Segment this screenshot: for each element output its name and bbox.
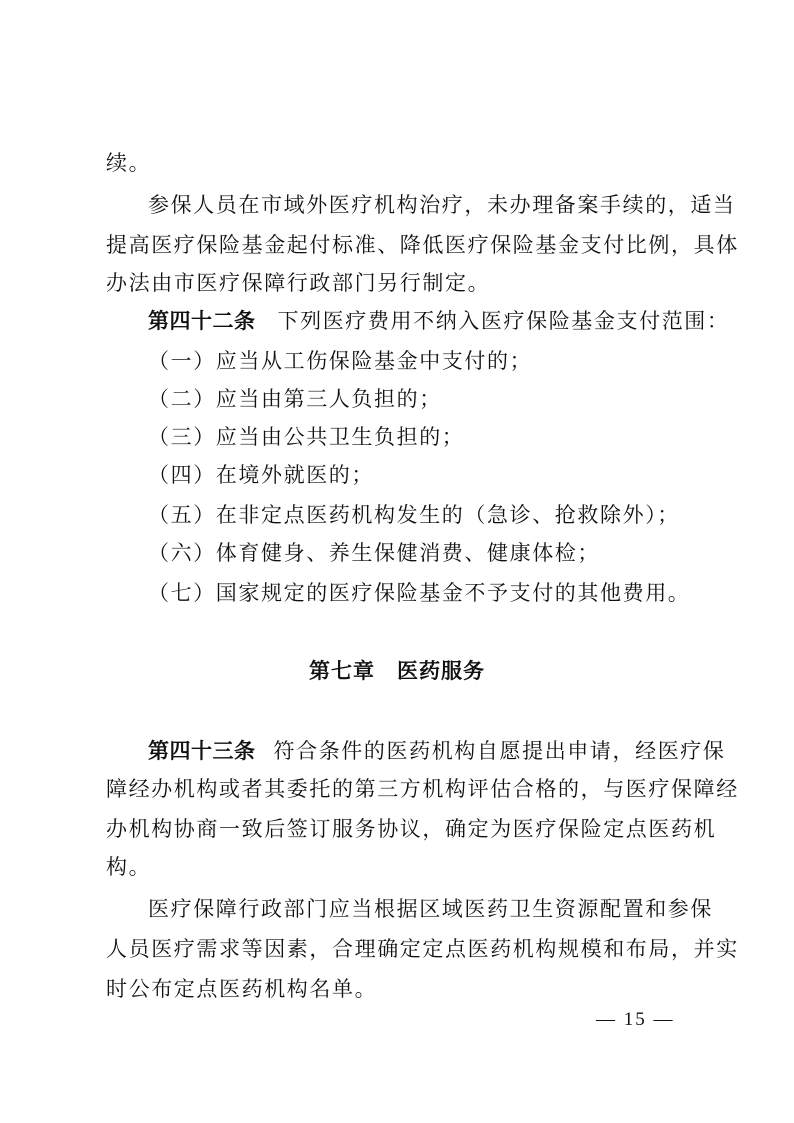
text-line: 医疗保障行政部门应当根据区域医药卫生资源配置和参保 (148, 897, 713, 921)
text-line: 办法由市医疗保障行政部门另行制定。 (106, 271, 491, 295)
list-item: （一）应当从工伤保险基金中支付的； (148, 349, 533, 373)
text-line: 续。 (106, 151, 152, 175)
article-heading: 第四十三条 (148, 739, 256, 763)
article-43-line (148, 736, 726, 766)
page-number: — 15 — (596, 1009, 675, 1030)
list-item: （六）体育健身、养生保健消费、健康体检； (148, 541, 600, 565)
article-42-line (148, 306, 730, 336)
text-line: 障经办机构或者其委托的第三方机构评估合格的，与医疗保障经 (106, 777, 739, 801)
list-item: （四）在境外就医的； (148, 463, 374, 487)
article-heading: 第四十二条 (148, 309, 256, 333)
text-line: 办机构协商一致后签订服务协议，确定为医疗保险定点医药机 (106, 817, 717, 841)
list-item: （二）应当由第三人负担的； (148, 387, 442, 411)
text-line: 人员医疗需求等因素，合理确定定点医药机构规模和布局，并实 (106, 937, 739, 961)
text-line: 参保人员在市域外医疗机构治疗，未办理备案手续的，适当 (148, 193, 736, 217)
article-text: 符合条件的医药机构自愿提出申请，经医疗保 (273, 739, 726, 763)
chapter-title: 第七章 医药服务 (309, 659, 485, 683)
list-item: （七）国家规定的医疗保险基金不予支付的其他费用。 (148, 581, 691, 605)
text-line: 时公布定点医药机构名单。 (106, 977, 378, 1001)
list-item: （五）在非定点医药机构发生的（急诊、抢救除外）； (148, 503, 680, 527)
text-line: 构。 (106, 855, 152, 879)
article-text: 下列医疗费用不纳入医疗保险基金支付范围： (277, 309, 730, 333)
text-line: 提高医疗保险基金起付标准、降低医疗保险基金支付比例，具体 (106, 233, 739, 257)
list-item: （三）应当由公共卫生负担的； (148, 425, 465, 449)
